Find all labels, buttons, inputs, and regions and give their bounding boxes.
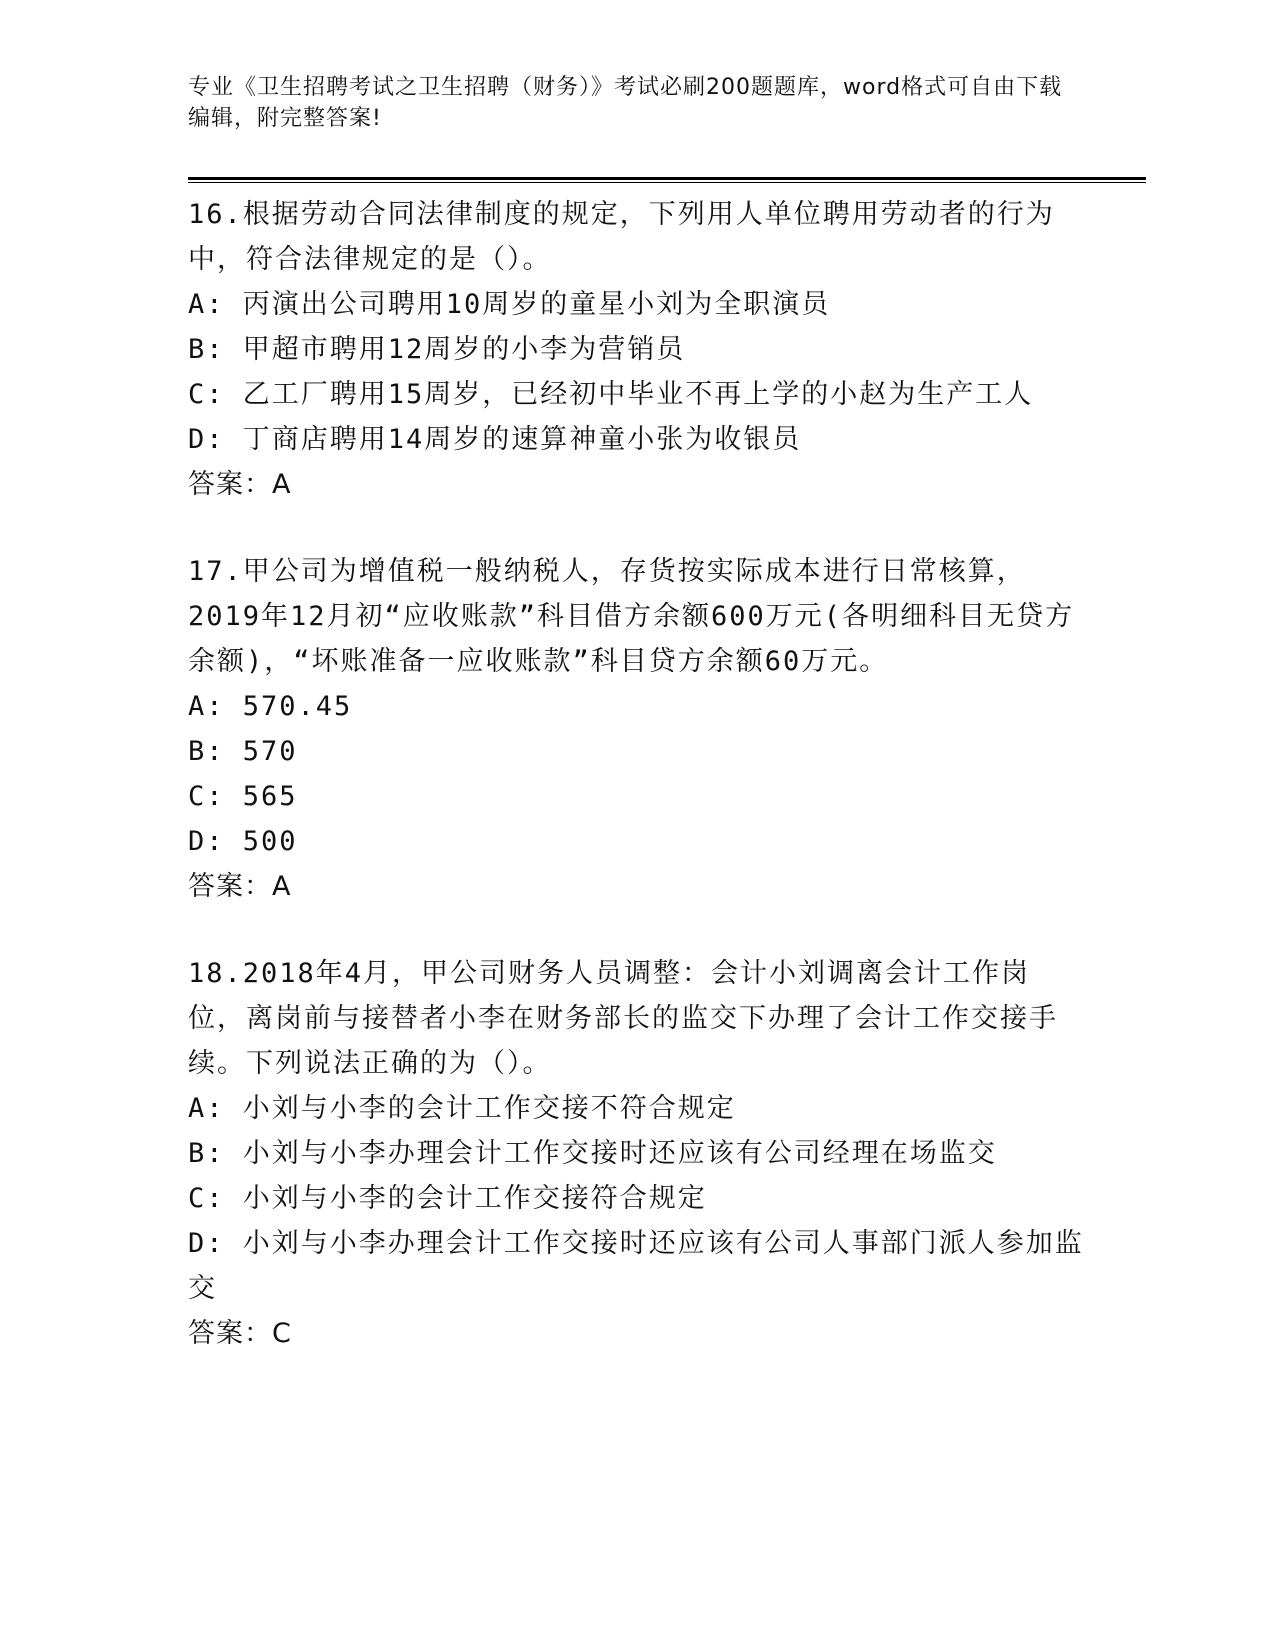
option-letter: B [188, 334, 207, 365]
option-letter: D [188, 826, 207, 857]
option-text: 小刘与小李办理会计工作交接时还应该有公司经理在场监交 [242, 1138, 997, 1169]
option-a: A: 丙演出公司聘用10周岁的童星小刘为全职演员 [188, 289, 831, 320]
option-a: A: 小刘与小李的会计工作交接不符合规定 [188, 1093, 736, 1124]
option-text: 丁商店聘用14周岁的速算神童小张为收银员 [242, 424, 802, 455]
option-text: 甲超市聘用12周岁的小李为营销员 [242, 334, 686, 365]
option-letter: A [188, 1093, 207, 1124]
option-text: 565 [242, 781, 298, 812]
option-b: B: 小刘与小李办理会计工作交接时还应该有公司经理在场监交 [188, 1138, 997, 1169]
answer-line: 答案：A [188, 871, 292, 902]
question-list [188, 192, 1088, 1398]
option-c: C: 乙工厂聘用15周岁，已经初中毕业不再上学的小赵为生产工人 [188, 379, 1034, 410]
option-letter: D [188, 424, 207, 455]
header-rule-thin [188, 182, 1146, 183]
option-letter: C [188, 379, 207, 410]
option-text: 570.45 [242, 691, 353, 722]
document-header: 专业《卫生招聘考试之卫生招聘（财务）》考试必刷200题题库，word格式可自由下载编辑，附完整答案! [188, 75, 1063, 131]
option-text: 570 [242, 736, 298, 767]
option-text: 小刘与小李的会计工作交接符合规定 [242, 1183, 707, 1214]
question-17 [188, 549, 1088, 909]
option-d: D: 丁商店聘用14周岁的速算神童小张为收银员 [188, 424, 802, 455]
option-a: A: 570.45 [188, 691, 353, 722]
option-text: 丙演出公司聘用10周岁的童星小刘为全职演员 [242, 289, 831, 320]
option-b: B: 甲超市聘用12周岁的小李为营销员 [188, 334, 686, 365]
option-letter: C [188, 1183, 207, 1214]
option-d: D: 500 [188, 826, 298, 857]
answer-line: 答案：A [188, 469, 292, 500]
question-16 [188, 192, 1088, 507]
question-18 [188, 951, 1088, 1356]
header-rule-thick [188, 177, 1146, 180]
option-letter: A [188, 691, 207, 722]
option-b: B: 570 [188, 736, 298, 767]
question-stem: 18.2018年4月，甲公司财务人员调整：会计小刘调离会计工作岗位，离岗前与接替者小李在财务部长的监交下办理了会计工作交接手续。下列说法正确的为（）。 [188, 958, 1058, 1079]
option-c: C: 565 [188, 781, 298, 812]
option-text: 小刘与小李办理会计工作交接时还应该有公司人事部门派人参加监交 [188, 1228, 1084, 1304]
option-letter: A [188, 289, 207, 320]
option-c: C: 小刘与小李的会计工作交接符合规定 [188, 1183, 707, 1214]
option-text: 500 [242, 826, 298, 857]
option-letter: D [188, 1228, 207, 1259]
option-text: 乙工厂聘用15周岁，已经初中毕业不再上学的小赵为生产工人 [242, 379, 1034, 410]
question-stem: 17.甲公司为增值税一般纳税人，存货按实际成本进行日常核算，2019年12月初“应收账款”科目借方余额600万元(各明细科目无贷方余额)，“坏账准备一应收账款”科目贷方余额60万元。 [188, 556, 1075, 677]
option-letter: C [188, 781, 207, 812]
answer-line: 答案：C [188, 1318, 292, 1349]
question-stem: 16.根据劳动合同法律制度的规定，下列用人单位聘用劳动者的行为中，符合法律规定的是（）。 [188, 199, 1055, 275]
option-letter: B [188, 736, 207, 767]
option-letter: B [188, 1138, 207, 1169]
option-d: D: 小刘与小李办理会计工作交接时还应该有公司人事部门派人参加监交 [188, 1228, 1084, 1304]
option-text: 小刘与小李的会计工作交接不符合规定 [242, 1093, 736, 1124]
